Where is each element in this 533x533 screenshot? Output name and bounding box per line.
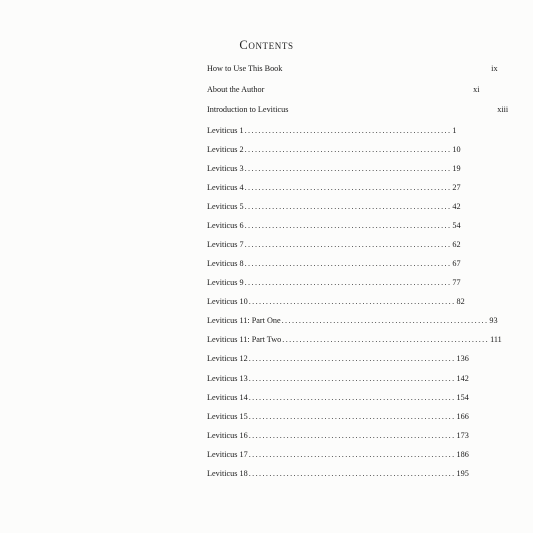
toc-entry[interactable]: [207, 295, 465, 309]
toc-page-number: 173: [456, 431, 469, 440]
toc-page-number: 186: [456, 450, 469, 459]
toc-leader: ............................................................: [244, 183, 452, 192]
toc-leader: ............................................................: [248, 297, 456, 306]
toc-entry[interactable]: [207, 352, 469, 366]
toc-leader: ............................................................: [244, 145, 452, 154]
page-title: Contents: [239, 38, 294, 52]
toc-leader: ............................................................: [244, 126, 452, 135]
toc-entry-label: Leviticus 14: [207, 393, 248, 402]
toc-leader: ............................................................: [248, 393, 456, 402]
toc-entry[interactable]: [207, 143, 461, 157]
toc-entry-label: Leviticus 6: [207, 221, 244, 230]
toc-page-number: 10: [452, 145, 461, 154]
toc-entry[interactable]: [207, 62, 498, 76]
toc-entry[interactable]: [207, 124, 457, 138]
toc-entry-label: Leviticus 11: Part Two: [207, 335, 282, 344]
toc-entry-label: Leviticus 2: [207, 145, 244, 154]
toc-entry-label: Leviticus 8: [207, 259, 244, 268]
toc-page-number: 62: [452, 240, 461, 249]
toc-page-number: xiii: [497, 105, 509, 114]
toc-page-number: 154: [456, 393, 469, 402]
toc-page-number: ix: [491, 64, 498, 73]
toc-page-number: 142: [456, 374, 469, 383]
toc-entry-label: Leviticus 10: [207, 297, 248, 306]
toc-page-number: 27: [452, 183, 461, 192]
toc-entry[interactable]: [207, 181, 461, 195]
toc-entry[interactable]: [207, 314, 498, 328]
toc-entry-label: Leviticus 16: [207, 431, 248, 440]
toc-leader: ............................................................: [244, 202, 452, 211]
toc-leader: ............................................................: [244, 259, 452, 268]
toc-entry-label: Leviticus 18: [207, 469, 248, 478]
toc-entry-label: Leviticus 3: [207, 164, 244, 173]
toc-entry[interactable]: [207, 162, 461, 176]
toc-page-number: 166: [456, 412, 469, 421]
toc-entry-label: Leviticus 11: Part One: [207, 316, 281, 325]
toc-leader: ............................................................: [244, 240, 452, 249]
toc-entry[interactable]: [207, 448, 469, 462]
toc-entry-label: Leviticus 9: [207, 278, 244, 287]
toc-page-number: 136: [456, 354, 469, 363]
toc-page-number: 195: [456, 469, 469, 478]
toc-leader: ............................................................: [248, 450, 456, 459]
toc-leader: ............................................................: [281, 316, 489, 325]
toc-leader: ............................................................: [248, 469, 456, 478]
toc-entry[interactable]: [207, 467, 469, 481]
toc-entry[interactable]: [207, 219, 461, 233]
toc-entry-label: Introduction to Leviticus: [207, 105, 289, 114]
toc-leader: ............................................................: [248, 431, 456, 440]
toc-entry-label: Leviticus 13: [207, 374, 248, 383]
toc-entry-label: How to Use This Book: [207, 64, 283, 73]
toc-page-number: 82: [456, 297, 465, 306]
toc-entry[interactable]: [207, 83, 480, 97]
toc-leader: ............................................................: [244, 278, 452, 287]
toc-entry[interactable]: [207, 429, 469, 443]
toc-entry[interactable]: [207, 276, 461, 290]
toc-entry-label: Leviticus 4: [207, 183, 244, 192]
toc-entry[interactable]: [207, 372, 469, 386]
toc-entry-label: Leviticus 12: [207, 354, 248, 363]
toc-entry[interactable]: [207, 257, 461, 271]
toc-entry-label: Leviticus 7: [207, 240, 244, 249]
toc-entry-label: Leviticus 5: [207, 202, 244, 211]
toc-page-number: 1: [452, 126, 457, 135]
toc-leader: ............................................................: [248, 354, 456, 363]
toc-page-number: xi: [473, 85, 480, 94]
toc-entry[interactable]: [207, 238, 461, 252]
toc-entry-label: About the Author: [207, 85, 265, 94]
toc-entry[interactable]: [207, 391, 469, 405]
toc-entry[interactable]: [207, 333, 502, 347]
toc-entry-label: Leviticus 17: [207, 450, 248, 459]
toc-page-number: 42: [452, 202, 461, 211]
toc-page-number: 77: [452, 278, 461, 287]
toc-leader: ............................................................: [282, 335, 490, 344]
toc-leader: ............................................................: [248, 374, 456, 383]
toc-leader: ............................................................: [248, 412, 456, 421]
toc-page-number: 111: [490, 335, 502, 344]
toc-entry[interactable]: [207, 200, 461, 214]
toc-page-number: 19: [452, 164, 461, 173]
toc-leader: ............................................................: [244, 164, 452, 173]
toc-page-number: 67: [452, 259, 461, 268]
toc-entry[interactable]: [207, 103, 509, 117]
toc-page-number: 93: [489, 316, 498, 325]
toc-leader: ............................................................: [244, 221, 452, 230]
toc-entry-label: Leviticus 1: [207, 126, 244, 135]
toc-entry-label: Leviticus 15: [207, 412, 248, 421]
toc-page-number: 54: [452, 221, 461, 230]
toc-entry[interactable]: [207, 410, 469, 424]
